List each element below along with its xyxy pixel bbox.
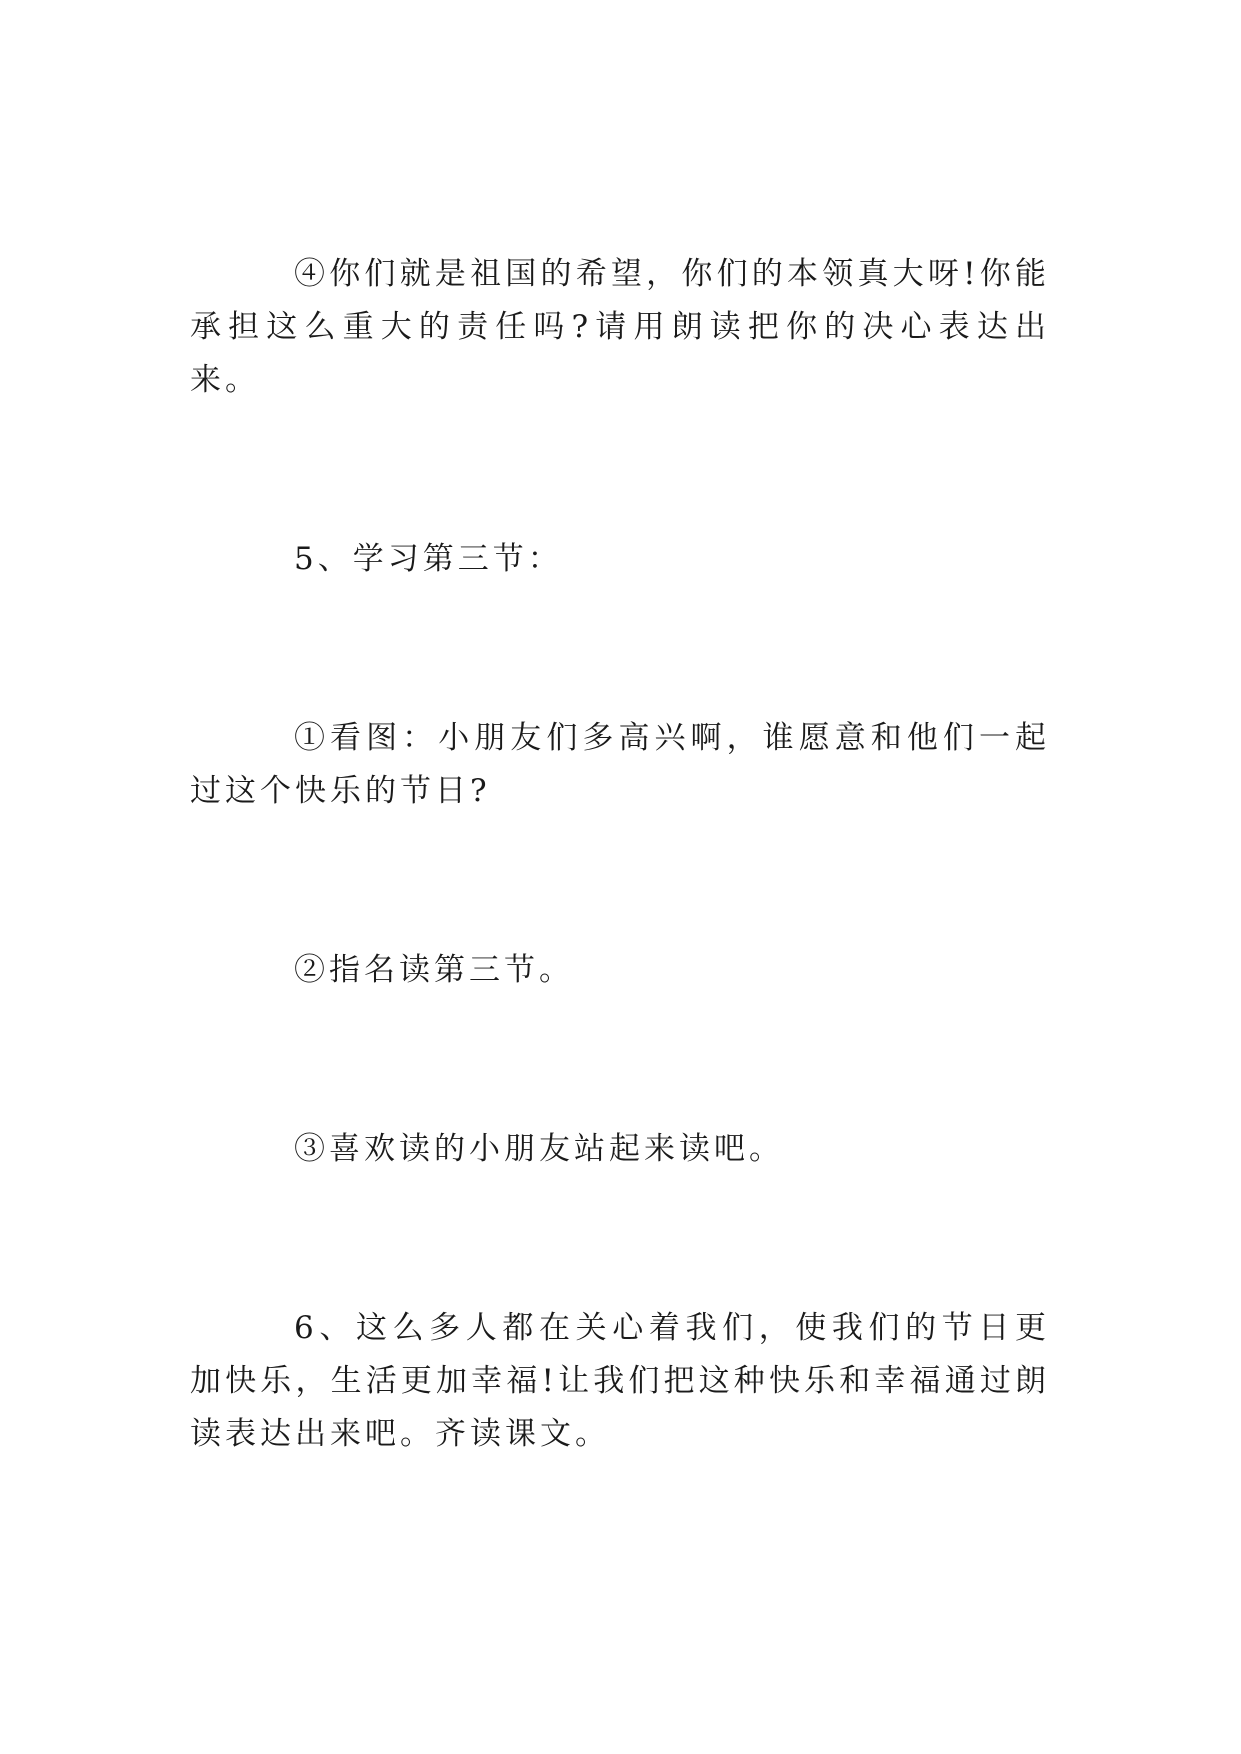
- paragraph-look-at-picture: ①看图：小朋友们多高兴啊，谁愿意和他们一起过这个快乐的节日?: [190, 720, 1050, 809]
- paragraph-stand-and-read: ③喜欢读的小朋友站起来读吧。: [294, 1131, 784, 1167]
- document-body: [190, 248, 1050, 1461]
- paragraph-section-5-heading: 5、学习第三节：: [294, 541, 563, 577]
- paragraph-named-reading: ②指名读第三节。: [294, 952, 574, 988]
- paragraph-section-6-group-reading: 6、这么多人都在关心着我们，使我们的节日更加快乐，生活更加幸福!让我们把这种快乐和幸福通过朗读表达出来吧。齐读课文。: [190, 1310, 1050, 1452]
- paragraph-4-responsibility: ④你们就是祖国的希望，你们的本领真大呀!你能承担这么重大的责任吗?请用朗读把你的决心表达出来。: [190, 256, 1050, 398]
